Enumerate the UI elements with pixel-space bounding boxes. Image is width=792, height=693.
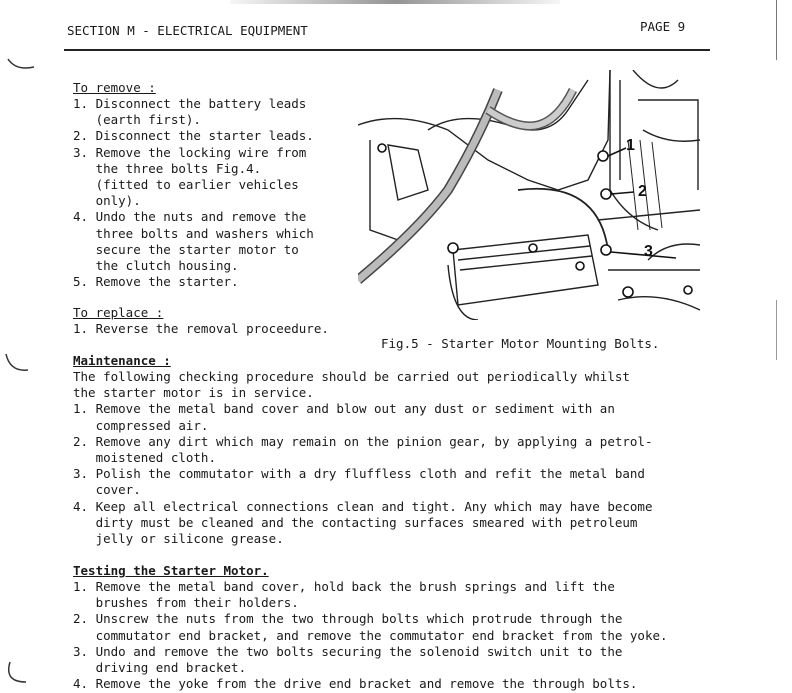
- starter-motor-figure: [358, 70, 700, 320]
- maintenance-line: the starter motor is in service.: [73, 385, 314, 401]
- page-number: PAGE 9: [640, 19, 686, 34]
- maintenance-line: jelly or silicone grease.: [73, 531, 284, 546]
- maintenance-line: 2. Remove any dirt which may remain on the pinion gear, by applying a petrol-: [73, 433, 653, 449]
- maintenance-line: 4. Keep all electrical connections clean and tight. Any which may have become: [73, 498, 653, 514]
- remove-line: 5. Remove the starter.: [73, 274, 239, 290]
- remove-line: 4. Undo the nuts and remove the: [73, 209, 307, 225]
- replace-step: 1. Reverse the removal proceedure.: [73, 321, 329, 336]
- header-rule: [64, 49, 710, 51]
- remove-line: the clutch housing.: [73, 258, 239, 273]
- remove-line: 1. Disconnect the battery leads: [73, 96, 307, 111]
- maintenance-line: 3. Polish the commutator with a dry fluffless cloth and refit the metal band: [73, 466, 645, 482]
- testing-line: driving end bracket.: [73, 660, 247, 675]
- maintenance-line: cover.: [73, 482, 141, 498]
- callout-2: 2: [638, 183, 647, 200]
- maintenance-line: The following checking procedure should be carried out periodically whilst: [73, 369, 630, 384]
- binder-mark: [2, 660, 42, 688]
- remove-line: (earth first).: [73, 112, 201, 128]
- callout-3: 3: [644, 243, 653, 260]
- page-edge: [776, 0, 777, 60]
- remove-line: 3. Remove the locking wire from: [73, 144, 307, 160]
- maintenance-line: compressed air.: [73, 417, 209, 433]
- maintenance-line: 1. Remove the metal band cover and blow out any dust or sediment with an: [73, 401, 615, 417]
- testing-heading: Testing the Starter Motor.: [73, 563, 269, 578]
- remove-line: (fitted to earlier vehicles: [73, 177, 299, 192]
- figure-caption: Fig.5 - Starter Motor Mounting Bolts.: [381, 336, 660, 351]
- testing-line: 2. Unscrew the nuts from the two through bolts which protrude through the: [73, 611, 623, 627]
- replace-heading: To replace :: [73, 305, 164, 320]
- scan-edge-shadow: [230, 0, 560, 4]
- remove-line: the three bolts Fig.4.: [73, 160, 262, 176]
- testing-line: 4. Remove the yoke from the drive end bracket and remove the through bolts.: [73, 676, 638, 692]
- binder-mark: [4, 55, 44, 75]
- page-edge: [776, 300, 777, 360]
- remove-line: only).: [73, 193, 141, 209]
- remove-heading: To remove :: [73, 80, 156, 95]
- remove-line: three bolts and washers which: [73, 225, 314, 241]
- testing-line: 1. Remove the metal band cover, hold back the brush springs and lift the: [73, 579, 615, 594]
- testing-line: 3. Undo and remove the two bolts securing the solenoid switch unit to the: [73, 643, 623, 659]
- maintenance-heading: Maintenance :: [73, 353, 171, 368]
- section-title: SECTION M - ELECTRICAL EQUIPMENT: [67, 23, 308, 38]
- maintenance-line: moistened cloth.: [73, 450, 216, 465]
- testing-line: brushes from their holders.: [73, 595, 299, 611]
- remove-line: 2. Disconnect the starter leads.: [73, 128, 314, 144]
- maintenance-line: dirty must be cleaned and the contacting surfaces smeared with petroleum: [73, 514, 638, 530]
- remove-line: secure the starter motor to: [73, 241, 299, 257]
- testing-line: commutator end bracket, and remove the commutator end bracket from the yoke.: [73, 627, 668, 643]
- callout-1: 1: [626, 137, 635, 154]
- binder-mark: [2, 350, 42, 378]
